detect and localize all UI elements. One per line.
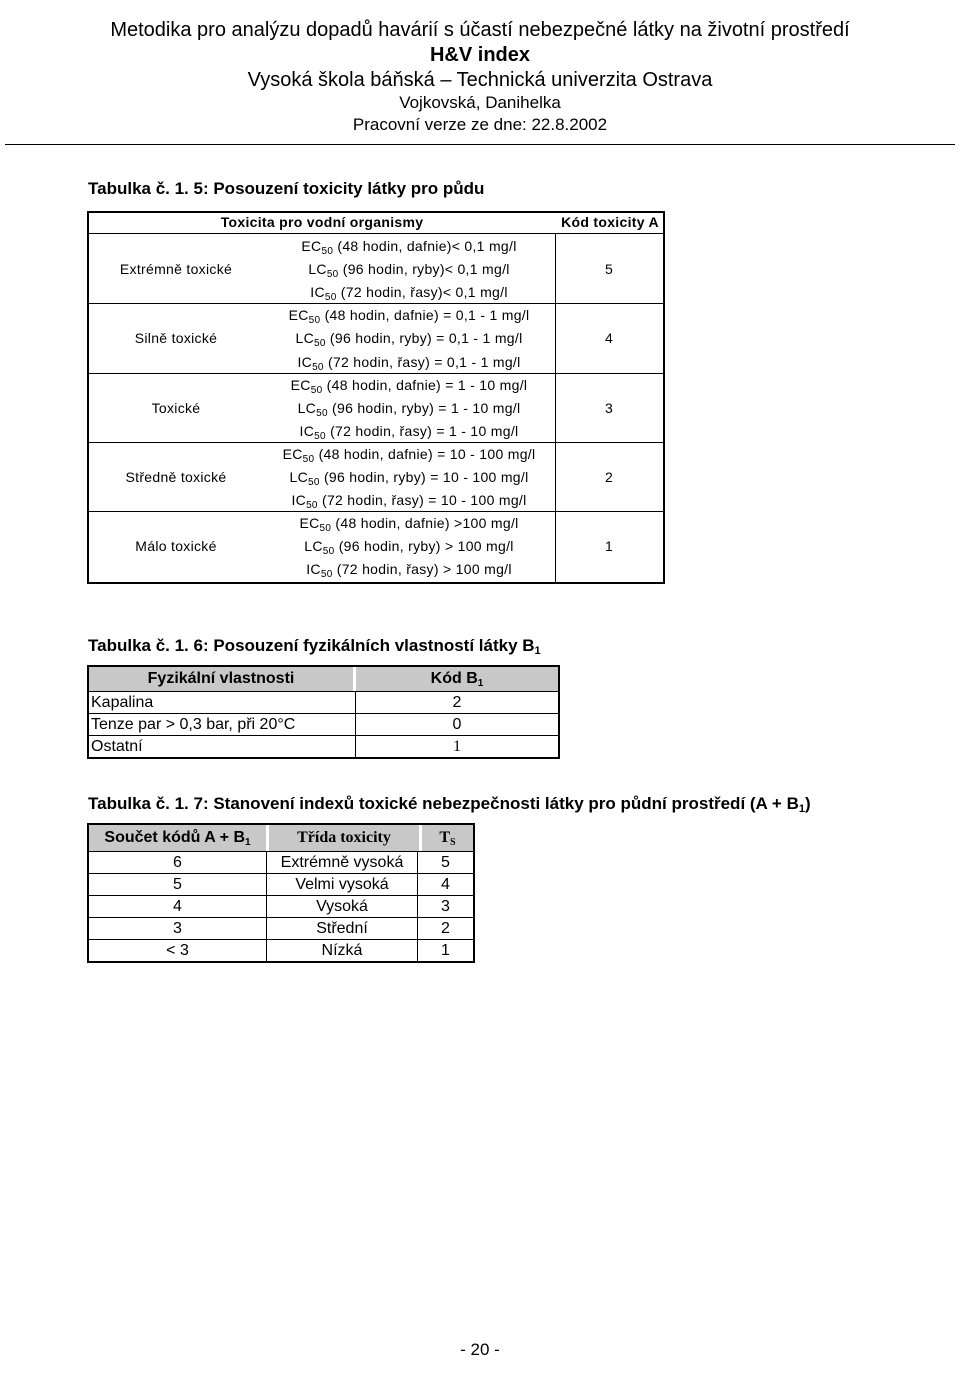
criterion-sub: 50 <box>306 500 318 512</box>
property-code: 2 <box>452 694 462 711</box>
page-number: - 20 - <box>460 1340 500 1359</box>
class-cell: Střední <box>267 918 418 939</box>
sum-cell: < 3 <box>89 940 267 961</box>
header-authors: Vojkovská, Danihelka <box>399 93 561 112</box>
class-cell: Extrémně vysoká <box>267 852 418 873</box>
ts-cell: 4 <box>441 876 450 893</box>
criterion-metric: IC <box>297 353 313 370</box>
table-row <box>89 691 558 713</box>
criterion-text: (96 hodin, ryby) = 0,1 - 1 mg/l <box>325 330 523 347</box>
table2-caption <box>88 636 541 657</box>
toxicity-code: 2 <box>604 469 614 485</box>
criterion-text: (72 hodin, řasy) > 100 mg/l <box>332 561 512 578</box>
criterion-text: (48 hodin, dafnie) = 1 - 10 mg/l <box>322 376 528 393</box>
header-institution: Vysoká škola báňská – Technická univerzita Ostrava <box>247 69 713 91</box>
criterion-line <box>264 397 554 420</box>
page-header <box>0 18 960 137</box>
property-code: 0 <box>452 716 462 733</box>
ts-cell: 5 <box>441 854 450 871</box>
criterion-line <box>264 281 554 304</box>
code-b-col-header <box>356 667 558 691</box>
table2-caption-text: Tabulka č. 1. 6: Posouzení fyzikálních vlastností látky B <box>88 636 535 655</box>
header-title: Metodika pro analýzu dopadů havárií s účastí nebezpečné látky na životní prostředí <box>110 19 850 41</box>
header-version: Pracovní verze ze dne: 22.8.2002 <box>352 115 608 134</box>
sum-cell: 6 <box>89 852 267 873</box>
criterion-text: (96 hodin, ryby) = 10 - 100 mg/l <box>319 469 529 485</box>
sum-cell: 3 <box>89 918 267 939</box>
criterion-metric: LC <box>297 399 317 416</box>
toxicity-category: Extrémně toxické <box>119 261 233 278</box>
table-row <box>89 917 473 939</box>
header-index-name: H&V index <box>429 44 531 66</box>
criterion-sub: 50 <box>321 246 334 257</box>
toxicity-col-header: Toxicita pro vodní organismy <box>220 214 424 230</box>
criterion-text: (72 hodin, řasy) = 1 - 10 mg/l <box>325 422 519 439</box>
code-b-header-text: Kód B <box>430 670 478 687</box>
table3-caption-text: Tabulka č. 1. 7: Stanovení indexů toxické nebezpečnosti látky pro půdní prostředí (A + B <box>88 794 799 813</box>
criterion-line <box>264 327 554 350</box>
sum-header-sub: 1 <box>245 837 251 848</box>
table2-header-row <box>89 667 558 691</box>
toxicity-category: Silně toxické <box>134 330 218 347</box>
criterion-sub: 50 <box>308 477 320 488</box>
toxicity-code: 1 <box>604 538 614 555</box>
table3-caption-sub: 1 <box>798 803 805 815</box>
criterion-sub: 50 <box>308 315 321 327</box>
criterion-metric: LC <box>308 261 327 278</box>
criterion-line <box>264 558 554 581</box>
property-label: Tenze par > 0,3 bar, při 20°C <box>89 714 356 735</box>
criterion-sub: 50 <box>320 569 333 581</box>
property-code: 1 <box>453 738 461 755</box>
criterion-metric: LC <box>289 469 309 485</box>
table-row <box>89 873 473 895</box>
ts-cell: 3 <box>441 898 450 915</box>
toxicity-category: Toxické <box>151 399 201 416</box>
criterion-sub: 50 <box>326 269 339 281</box>
code-col-header: Kód toxicity A <box>561 214 659 230</box>
criterion-metric: LC <box>295 330 314 347</box>
class-cell: Velmi vysoká <box>267 874 418 895</box>
class-col-header: Třída toxicity <box>269 825 422 851</box>
criterion-sub: 50 <box>319 523 332 535</box>
criterion-metric: EC <box>290 376 311 393</box>
criterion-text: (48 hodin, dafnie)< 0,1 mg/l <box>333 238 517 254</box>
toxicity-code: 5 <box>604 261 614 278</box>
criterion-sub: 50 <box>314 430 326 442</box>
toxicity-category: Málo toxické <box>135 538 217 555</box>
ts-header-sub: S <box>450 837 456 848</box>
criterion-sub: 50 <box>312 361 324 373</box>
sum-cell: 5 <box>89 874 267 895</box>
criterion-sub: 50 <box>310 384 323 396</box>
table2-caption-sub: 1 <box>534 645 541 657</box>
sum-header-text: Součet kódů A + B <box>104 829 246 846</box>
toxicity-table <box>87 211 665 584</box>
criterion-metric: IC <box>291 492 307 509</box>
criterion-sub: 50 <box>302 453 315 465</box>
table1-caption: Tabulka č. 1. 5: Posouzení toxicity látky pro půdu <box>88 179 485 198</box>
criterion-line <box>264 466 554 489</box>
properties-col-header: Fyzikální vlastnosti <box>89 667 356 691</box>
criterion-metric: EC <box>282 445 303 462</box>
table3-header-row <box>89 825 473 851</box>
criterion-line <box>264 535 554 558</box>
table-row <box>89 895 473 917</box>
criterion-sub: 50 <box>314 338 326 350</box>
table-row <box>89 713 558 735</box>
criterion-line <box>264 351 554 374</box>
class-cell: Nízká <box>267 940 418 961</box>
ts-col-header <box>422 825 473 851</box>
criterion-line <box>264 258 554 281</box>
physical-properties-table <box>87 665 560 759</box>
sum-cell: 4 <box>89 896 267 917</box>
criterion-sub: 50 <box>322 546 335 558</box>
toxicity-category: Středně toxické <box>125 469 227 485</box>
criterion-line <box>264 374 554 397</box>
table-row <box>89 851 473 873</box>
criterion-sub: 50 <box>324 292 337 304</box>
criterion-text: (48 hodin, dafnie) >100 mg/l <box>331 515 519 532</box>
code-b-header-sub: 1 <box>477 678 484 689</box>
table3-caption <box>88 794 811 815</box>
criterion-metric: IC <box>306 561 321 578</box>
criterion-metric: LC <box>304 538 323 555</box>
criterion-text: (96 hodin, ryby)< 0,1 mg/l <box>338 261 510 278</box>
criterion-text: (72 hodin, řasy)< 0,1 mg/l <box>336 284 508 301</box>
header-divider <box>5 144 955 145</box>
criterion-metric: EC <box>301 238 322 254</box>
toxicity-code: 3 <box>604 399 614 416</box>
criterion-metric: IC <box>310 284 325 301</box>
criterion-metric: EC <box>299 515 320 532</box>
toxicity-index-table <box>87 823 475 963</box>
criterion-text: (48 hodin, dafnie) = 0,1 - 1 mg/l <box>320 307 530 324</box>
criterion-text: (72 hodin, řasy) = 10 - 100 mg/l <box>317 492 527 509</box>
table-row <box>89 939 473 961</box>
header-rule <box>89 233 663 234</box>
criterion-metric: IC <box>299 422 315 439</box>
property-label: Ostatní <box>89 736 356 757</box>
sum-col-header <box>89 825 269 851</box>
criterion-text: (96 hodin, ryby) > 100 mg/l <box>334 538 514 555</box>
criterion-line <box>264 420 554 443</box>
table3-caption-end: ) <box>804 794 811 813</box>
ts-cell: 2 <box>441 920 450 937</box>
ts-header-text: T <box>439 829 451 846</box>
criterion-sub: 50 <box>316 407 328 419</box>
ts-cell: 1 <box>441 942 450 959</box>
criterion-line <box>264 235 554 258</box>
criterion-text: (96 hodin, ryby) = 1 - 10 mg/l <box>327 399 521 416</box>
criterion-text: (72 hodin, řasy) = 0,1 - 1 mg/l <box>323 353 521 370</box>
property-label: Kapalina <box>89 692 356 713</box>
criterion-metric: EC <box>288 307 309 324</box>
class-cell: Vysoká <box>267 896 418 917</box>
criterion-line <box>264 489 554 512</box>
criterion-line <box>264 512 554 535</box>
criterion-text: (48 hodin, dafnie) = 10 - 100 mg/l <box>314 445 536 462</box>
table-row <box>89 735 558 757</box>
criterion-line <box>264 443 554 466</box>
toxicity-code: 4 <box>604 330 614 347</box>
criterion-line <box>264 304 554 327</box>
